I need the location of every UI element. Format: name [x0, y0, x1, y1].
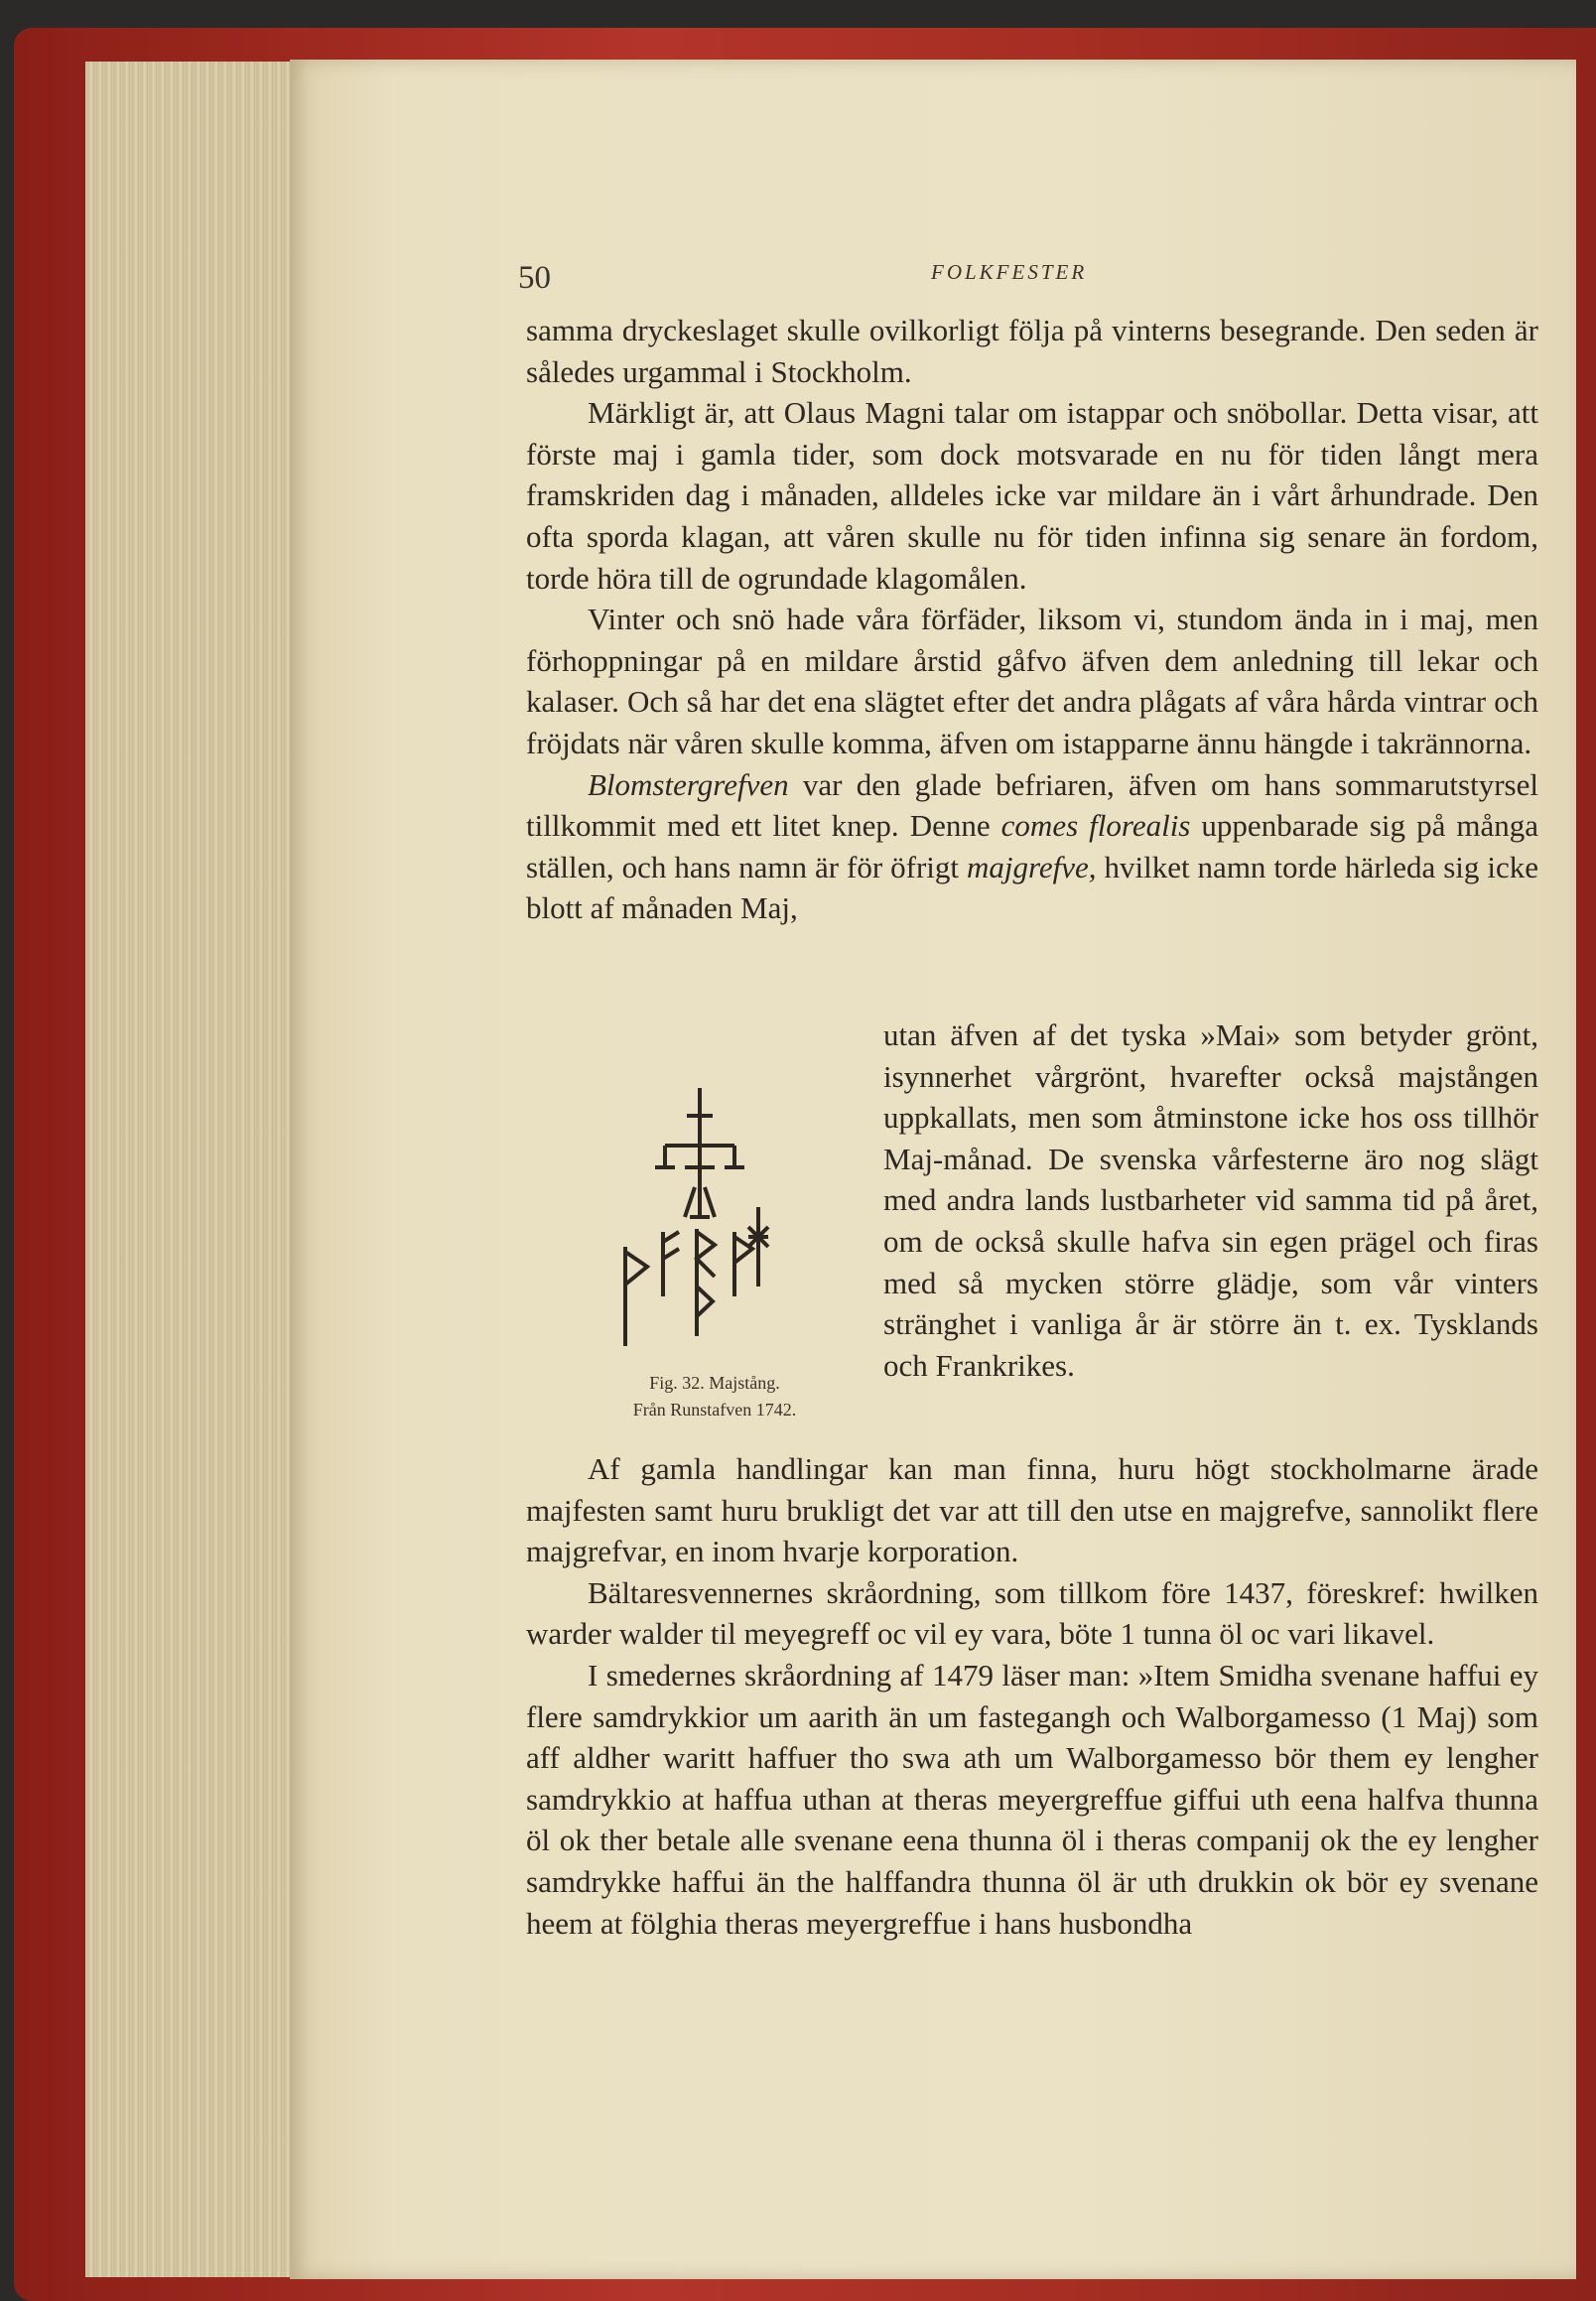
- body-text-top: [526, 310, 1538, 929]
- running-head: FOLKFESTER: [931, 260, 1088, 284]
- paragraph: samma dryckeslaget skulle ovilkorligt följa på vinterns besegrande. Den seden är således urgammal i Stockholm.: [526, 313, 1538, 389]
- figure-caption-line: Fig. 32. Majstång.: [649, 1373, 780, 1393]
- italic-term: Blomstergrefven: [588, 766, 789, 802]
- paragraph-blomstergrefven: [526, 764, 1538, 929]
- paragraph: Bältaresvennernes skråordning, som tillkom före 1437, föreskref: hwilken warder walder til meyegreff oc vil ey vara, böte 1 tunna öl oc vari likavel.: [526, 1574, 1538, 1652]
- italic-term: majgrefve,: [966, 849, 1097, 884]
- paragraph-text: var den glade befriaren, äfven om hans sommarutstyrsel tillkommit med ett litet knep. Denne: [526, 766, 1538, 844]
- paragraph: Af gamla handlingar kan man finna, huru högt stockholmarne ärade majfesten samt huru brukligt det var att till den utse en majgrefve, sannolikt flere majgrefvar, en inom hvarje korporation.: [526, 1451, 1538, 1569]
- page-number: 50: [518, 260, 551, 296]
- paragraph-text: uppenbarade sig på många ställen, och hans namn är för öfrigt: [526, 808, 1539, 884]
- figure-side-text: utan äfven af det tyska »Mai» som betyder grönt, isynnerhet vårgrönt, hvarefter också majstången uppkallats, men som åtminstone icke hos oss tillhör Maj-månad. De svenska vårfesterne äro nog slägt med andra lands lustbarheter vid samma tid på året, om de också skulle hafva sin egen prägel och firas med så mycken större glädje, som vår vinters stränghet i vanliga år är större än t. ex. Tysklands och Frankrikes.: [883, 1017, 1538, 1383]
- paragraph-text: hvilket namn torde härleda sig icke blott af månaden Maj,: [526, 849, 1538, 926]
- figure-caption: [596, 1370, 834, 1423]
- figure-caption-line: Från Runstafven 1742.: [632, 1400, 797, 1420]
- italic-term: comes florealis: [1000, 808, 1191, 844]
- paragraph: Vinter och snö hade våra förfäder, liksom vi, stundom ända in i maj, men förhoppningar på en mildare årstid gåfvo äfven dem anledning till lekar och kalaser. Och så har det ena slägtet efter det andra plågats af våra hårda vintrar och fröjdats när våren skulle komma, äfven om istapparne ännu hängde i takrännorna.: [526, 602, 1538, 760]
- body-text-bottom: [526, 1448, 1538, 1944]
- page-edges: [85, 62, 296, 2277]
- paragraph: I smedernes skråordning af 1479 läser man: »Item Smidha svenane haffui ey flere samdrykkior um aarith än um fastegangh och Walborgamesso (1 Maj) som aff aldher waritt haffuer tho swa ath um Walborgamesso bör them ey lengher samdrykkio at haffua uthan at theras meyergreffue giffui uth eena halfva thunna öl ok ther betale alle svenane eena thunna öl i theras companij ok the ey lengher samdrykke haffui än the halffandra thunna öl är uth drukkin ok bör ey svenane heem at fölghia theras meyergreffue i hans husbondha: [526, 1657, 1538, 1941]
- paragraph: Märkligt är, att Olaus Magni talar om istappar och snöbollar. Detta visar, att förste maj i gamla tider, som dock motsvarade en nu för tiden långt mera framskriden dag i månaden, alldeles icke var mildare än i vårt århundrade. Den ofta sporda klagan, att våren skulle nu för tiden infinna sig senare än fordom, torde höra till de ogrundade klagomålen.: [526, 395, 1538, 596]
